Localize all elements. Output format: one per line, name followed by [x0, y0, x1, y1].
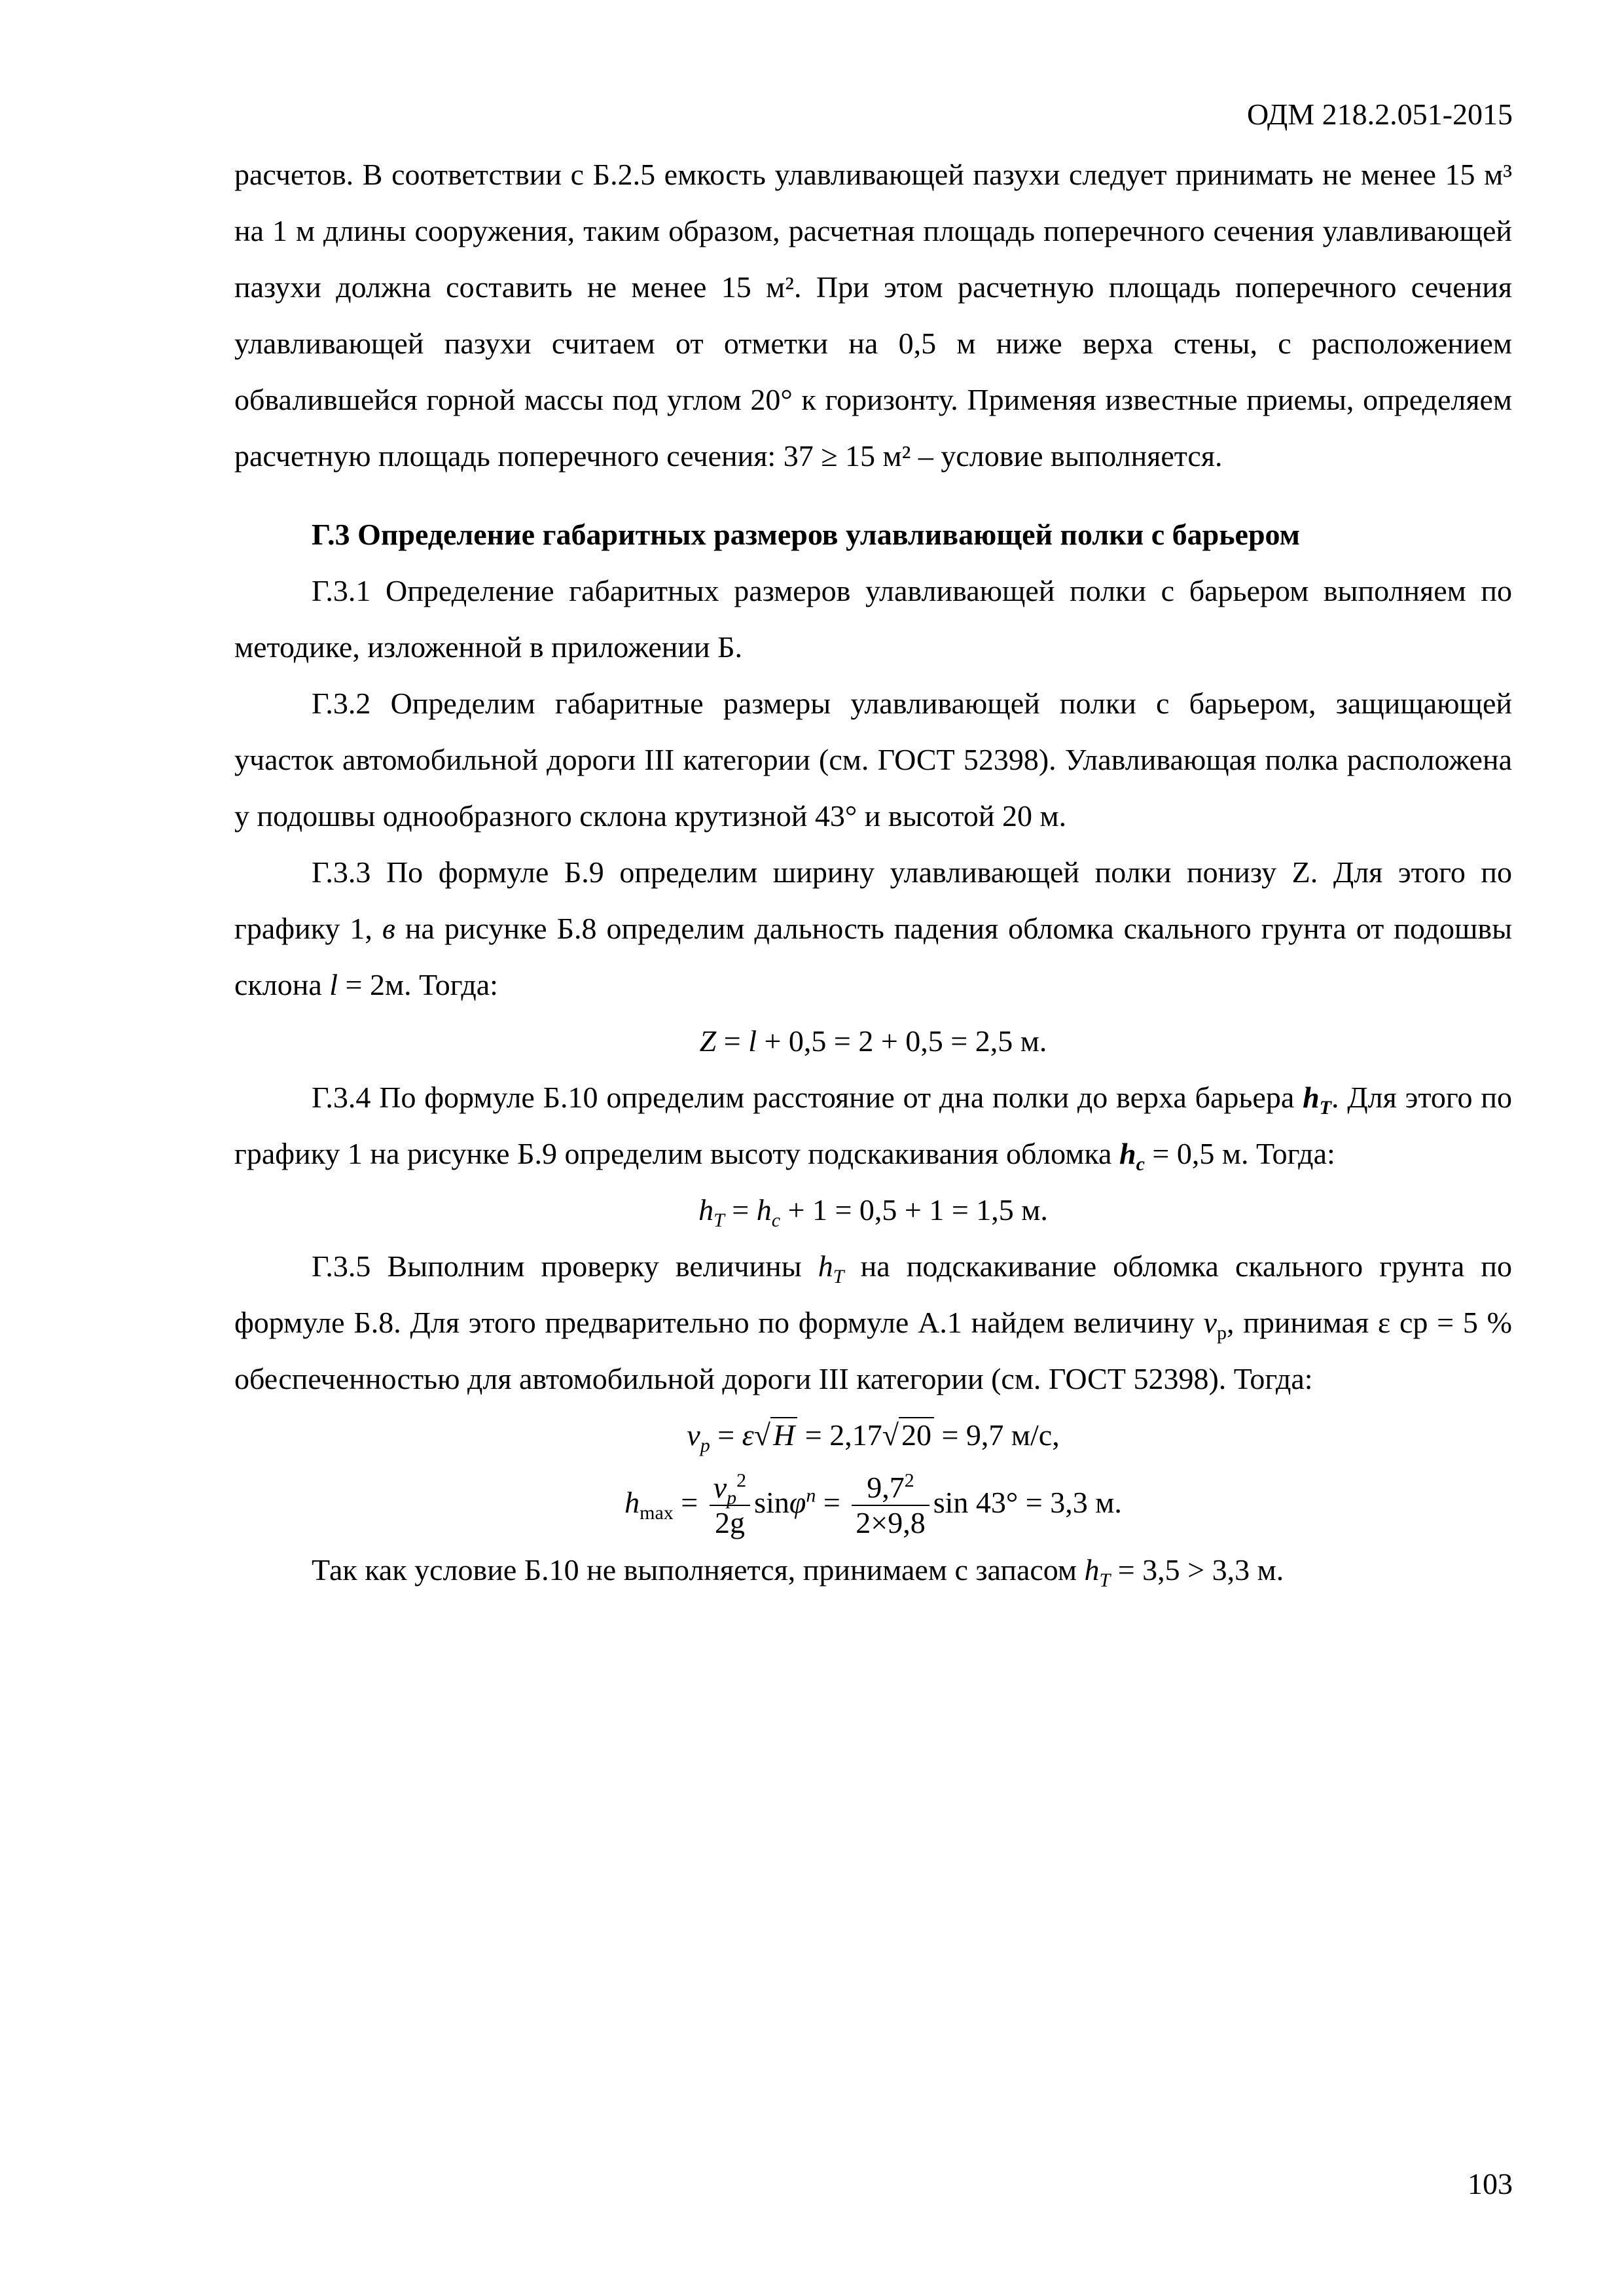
formula-sub: c	[1136, 1153, 1145, 1175]
formula-text: = 9,7 м/с,	[933, 1418, 1060, 1452]
formula-var: φ	[789, 1486, 806, 1519]
document-code: ОДМ 218.2.051-2015	[1246, 98, 1513, 131]
formula-sub: T	[713, 1210, 725, 1232]
sqrt-icon: √	[882, 1418, 899, 1452]
formula-sup: 2	[904, 1470, 914, 1492]
formula-text: =	[724, 1193, 757, 1227]
formula-var: l	[748, 1024, 757, 1058]
formula-hmax	[234, 1463, 1512, 1542]
text-run: Г.3.5 Выполним проверку величины	[312, 1249, 818, 1283]
text-run: . Для этого по графику 1 на рисунке Б.9 определим высоту подскакивания обломка	[234, 1081, 1512, 1170]
text-run: на подскакивание обломка скального грунта по формуле Б.8. Для этого предварительно по формуле А.1 найдем величину	[234, 1249, 1512, 1339]
formula-text: =	[673, 1486, 706, 1519]
formula-sub: p	[727, 1487, 737, 1509]
formula-sub: T	[1319, 1097, 1331, 1119]
formula-var: ν	[687, 1418, 700, 1452]
formula-var: h	[818, 1249, 833, 1283]
formula-sub: T	[833, 1266, 844, 1288]
formula-vp	[234, 1407, 1512, 1463]
formula-var: h	[624, 1486, 640, 1519]
formula-sub: p	[700, 1435, 710, 1457]
text-run: = 0,5 м. Тогда:	[1144, 1137, 1335, 1170]
fraction	[710, 1471, 750, 1540]
text-run: = 2м. Тогда:	[338, 968, 498, 1001]
section-heading: Г.3 Определение габаритных размеров улавливающей полки с барьером	[312, 518, 1300, 551]
formula-text: sin 43° = 3,3 м.	[933, 1486, 1122, 1519]
text-run: на рисунке Б.8 определим дальность падения обломка скального грунта от подошвы склона	[234, 912, 1513, 1001]
formula-text: sin	[754, 1486, 789, 1519]
paragraph-g32: Г.3.2 Определим габаритные размеры улавливающей полки с барьером, защищающей участок автомобильной дороги III категории (см. ГОСТ 52398). Улавливающая полка расположена у подошвы однообразного склона крутизной 43° и высотой 20 м.	[234, 687, 1512, 833]
formula-var: h	[756, 1193, 772, 1227]
formula-var: h	[698, 1193, 714, 1227]
formula-text: = 2,17	[797, 1418, 882, 1452]
formula-sup: n	[806, 1484, 816, 1507]
document-body	[234, 147, 1512, 1598]
formula-var: h	[1303, 1081, 1320, 1114]
text-run: Г.3.4 По формуле Б.10 определим расстояние от дна полки до верха барьера	[312, 1081, 1303, 1114]
formula-sup: 2	[736, 1470, 747, 1492]
formula-var: h	[1084, 1553, 1100, 1587]
text-run: = 3,5 > 3,3 м.	[1110, 1553, 1284, 1587]
text-run: l	[329, 968, 338, 1001]
paragraph-continuation: расчетов. В соответствии с Б.2.5 емкость улавливающей пазухи следует принимать не менее 15 м³ на 1 м длины сооружения, таким образом, расчетная площадь поперечного сечения улавливающей пазухи должна составить не менее 15 м². При этом расчетную площадь поперечного сечения улавливающей пазухи считаем от отметки на 0,5 м ниже верха стены, с расположением обвалившейся горной массы под углом 20° к горизонту. Применяя известные приемы, определяем расчетную площадь поперечного сечения: 37 ≥ 15 м² – условие выполняется.	[234, 158, 1512, 473]
formula-sub: max	[640, 1502, 674, 1524]
formula-text: 9,7	[867, 1471, 905, 1505]
formula-z	[234, 1013, 1512, 1069]
formula-text: 2×9,8	[856, 1506, 926, 1540]
formula-text: 20	[899, 1417, 934, 1452]
formula-sub: c	[771, 1210, 781, 1232]
paragraph-g34	[234, 1069, 1512, 1182]
formula-var: ν	[713, 1471, 727, 1505]
text-run: Так как условие Б.10 не выполняется, принимаем с запасом	[312, 1553, 1085, 1587]
formula-text: 2g	[714, 1506, 745, 1540]
formula-var: v	[1203, 1306, 1217, 1339]
paragraph-conclusion	[234, 1542, 1512, 1598]
formula-sub: T	[1099, 1570, 1111, 1592]
formula-text: + 1 = 0,5 + 1 = 1,5 м.	[780, 1193, 1048, 1227]
formula-sub: р	[1216, 1322, 1227, 1344]
formula-var: H	[773, 1418, 795, 1452]
formula-text: =	[816, 1486, 848, 1519]
formula-text: =	[710, 1418, 742, 1452]
fraction	[852, 1471, 929, 1540]
text-run: , принимая ε ср = 5 % обеспеченностью для автомобильной дороги III категории (см. ГОСТ 52398). Тогда:	[234, 1306, 1512, 1395]
paragraph-g35	[234, 1238, 1512, 1407]
formula-var: ε	[742, 1418, 754, 1452]
formula-ht	[234, 1182, 1512, 1238]
text-run: в	[382, 912, 395, 945]
paragraph-g31: Г.3.1 Определение габаритных размеров улавливающей полки с барьером выполняем по методике, изложенной в приложении Б.	[234, 574, 1512, 664]
formula-var: h	[1119, 1137, 1136, 1170]
text-run: Г.3.3 По формуле Б.9 определим ширину улавливающей полки понизу Z. Для этого по графику 1,	[234, 855, 1512, 945]
formula-text: + 0,5 = 2 + 0,5 = 2,5 м.	[756, 1024, 1047, 1058]
sqrt-icon: √	[753, 1418, 771, 1452]
paragraph-g33	[234, 844, 1512, 1013]
formula-text: =	[716, 1024, 749, 1058]
formula-var: Z	[699, 1024, 717, 1058]
page-number: 103	[1468, 2167, 1513, 2200]
